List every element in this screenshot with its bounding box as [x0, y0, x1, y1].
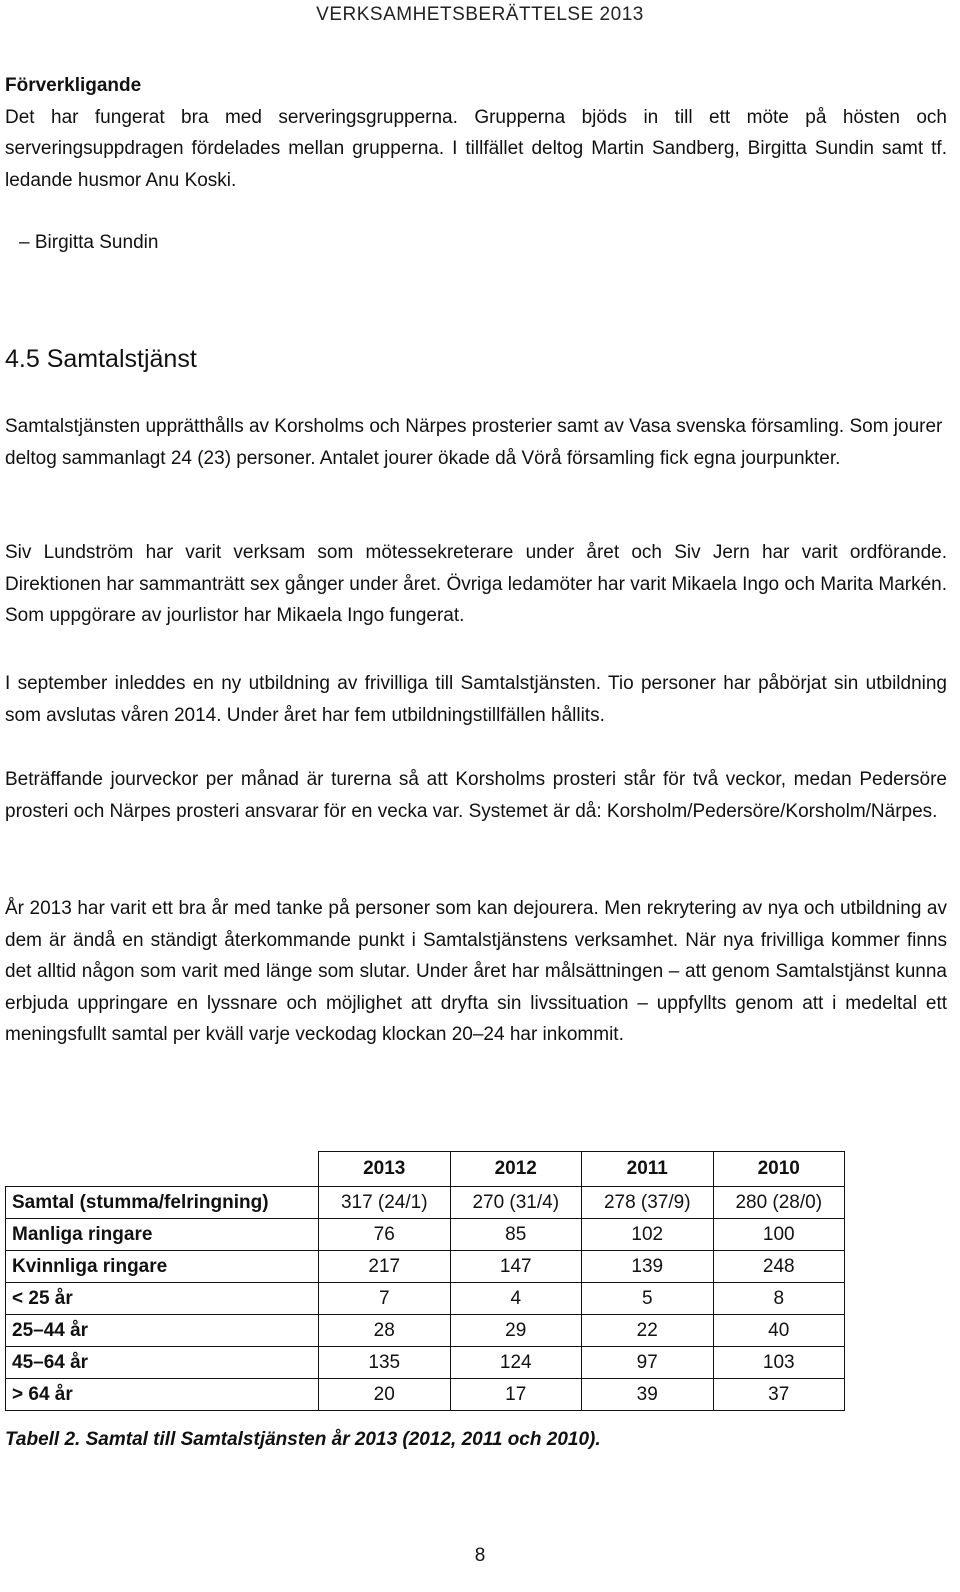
table-cell: 97	[582, 1347, 714, 1379]
page-number: 8	[474, 1545, 486, 1566]
table-cell: 37	[713, 1379, 845, 1411]
year-header: 2012	[450, 1152, 582, 1187]
table-cell: 28	[319, 1315, 451, 1347]
section-title: 4.5 Samtalstjänst	[5, 345, 197, 373]
paragraph-4: Beträffande jourveckor per månad är turerna så att Korsholms prosteri står för två veckor, medan Pedersöre prosteri och Närpes prosteri ansvarar för en vecka var. Systemet är då: Korsholm/Pedersöre/Korsholm/Närpes.	[5, 769, 947, 822]
table-cell: 280 (28/0)	[713, 1187, 845, 1219]
table-cell: 17	[450, 1379, 582, 1411]
table-cell: 102	[582, 1219, 714, 1251]
table-cell: 248	[713, 1251, 845, 1283]
table-row	[6, 1315, 845, 1347]
section-heading-block	[5, 345, 947, 374]
row-label: > 64 år	[6, 1379, 319, 1411]
forverkligande-section	[5, 70, 947, 196]
row-label: < 25 år	[6, 1283, 319, 1315]
row-label: Kvinnliga ringare	[6, 1251, 319, 1283]
table-cell: 135	[319, 1347, 451, 1379]
table-cell: 147	[450, 1251, 582, 1283]
table-cell: 103	[713, 1347, 845, 1379]
paragraph-5-block	[5, 893, 947, 1051]
table-cell: 76	[319, 1219, 451, 1251]
row-label: 25–44 år	[6, 1315, 319, 1347]
table-cell: 4	[450, 1283, 582, 1315]
samtal-statistics-table	[5, 1151, 845, 1411]
table-cell: 7	[319, 1283, 451, 1315]
table-row	[6, 1187, 845, 1219]
table-cell: 22	[582, 1315, 714, 1347]
year-header: 2011	[582, 1152, 714, 1187]
table-cell: 270 (31/4)	[450, 1187, 582, 1219]
table-cell: 100	[713, 1219, 845, 1251]
table-cell: 8	[713, 1283, 845, 1315]
paragraph-2-block	[5, 537, 947, 632]
table-cell: 139	[582, 1251, 714, 1283]
table-cell: 29	[450, 1315, 582, 1347]
table-row	[6, 1251, 845, 1283]
forverkligande-heading: Förverkligande	[5, 75, 142, 96]
table-cell: 317 (24/1)	[319, 1187, 451, 1219]
table-cell: 278 (37/9)	[582, 1187, 714, 1219]
row-label: 45–64 år	[6, 1347, 319, 1379]
table-cell: 20	[319, 1379, 451, 1411]
year-header: 2013	[319, 1152, 451, 1187]
paragraph-5: År 2013 har varit ett bra år med tanke på personer som kan dejourera. Men rekrytering av nya och utbildning av dem är ändå en ständigt återkommande punkt i Samtalstjänstens verksamhet. När nya frivilliga kommer finns det alltid någon som varit med länge som slutar. Under året har målsättningen – att genom Samtalstjänst kunna erbjuda uppringare en lyssnare och möjlighet att dryfta sin livssituation – uppfyllts genom att i medeltal ett meningsfullt samtal per kväll varje veckodag klockan 20–24 har inkommit.	[5, 898, 947, 1045]
running-header: VERKSAMHETSBERÄTTELSE 2013	[316, 4, 644, 25]
table-row	[6, 1219, 845, 1251]
table-caption: Tabell 2. Samtal till Samtalstjänsten år 2013 (2012, 2011 och 2010).	[5, 1429, 601, 1450]
table-row	[6, 1379, 845, 1411]
table-corner-cell	[6, 1152, 319, 1187]
table-cell: 124	[450, 1347, 582, 1379]
table-header-row	[6, 1152, 845, 1187]
paragraph-4-block	[5, 764, 947, 827]
forverkligande-body: Det har fungerat bra med serveringsgrupperna. Grupperna bjöds in till ett möte på hösten och serveringsuppdragen fördelades mellan grupperna. I tillfället deltog Martin Sandberg, Birgitta Sundin samt tf. ledande husmor Anu Koski.	[5, 106, 947, 191]
paragraph-2: Siv Lundström har varit verksam som mötessekreterare under året och Siv Jern har varit ordförande. Direktionen har sammanträtt sex gånger under året. Övriga ledamöter har varit Mikaela Ingo och Marita Markén. Som uppgörare av jourlistor har Mikaela Ingo fungerat.	[5, 542, 947, 626]
row-label: Manliga ringare	[6, 1219, 319, 1251]
paragraph-1: Samtalstjänsten upprätthålls av Korsholms och Närpes prosterier samt av Vasa svenska församling. Som jourer deltog sammanlagt 24 (23) personer. Antalet jourer ökade då Vörå församling fick egna jourpunkter.	[5, 416, 943, 469]
table-cell: 40	[713, 1315, 845, 1347]
table-row	[6, 1283, 845, 1315]
table-row	[6, 1347, 845, 1379]
year-header: 2010	[713, 1152, 845, 1187]
paragraph-1-block	[5, 411, 947, 474]
table-cell: 85	[450, 1219, 582, 1251]
paragraph-3-block	[5, 668, 947, 731]
table-cell: 5	[582, 1283, 714, 1315]
row-label: Samtal (stumma/felringning)	[6, 1187, 319, 1219]
signature-block	[5, 227, 947, 259]
table-cell: 217	[319, 1251, 451, 1283]
paragraph-3: I september inleddes en ny utbildning av frivilliga till Samtalstjänsten. Tio personer har påbörjat sin utbildning som avslutas våren 2014. Under året har fem utbildningstillfällen hållits.	[5, 673, 947, 726]
signature: – Birgitta Sundin	[19, 232, 159, 253]
table-cell: 39	[582, 1379, 714, 1411]
